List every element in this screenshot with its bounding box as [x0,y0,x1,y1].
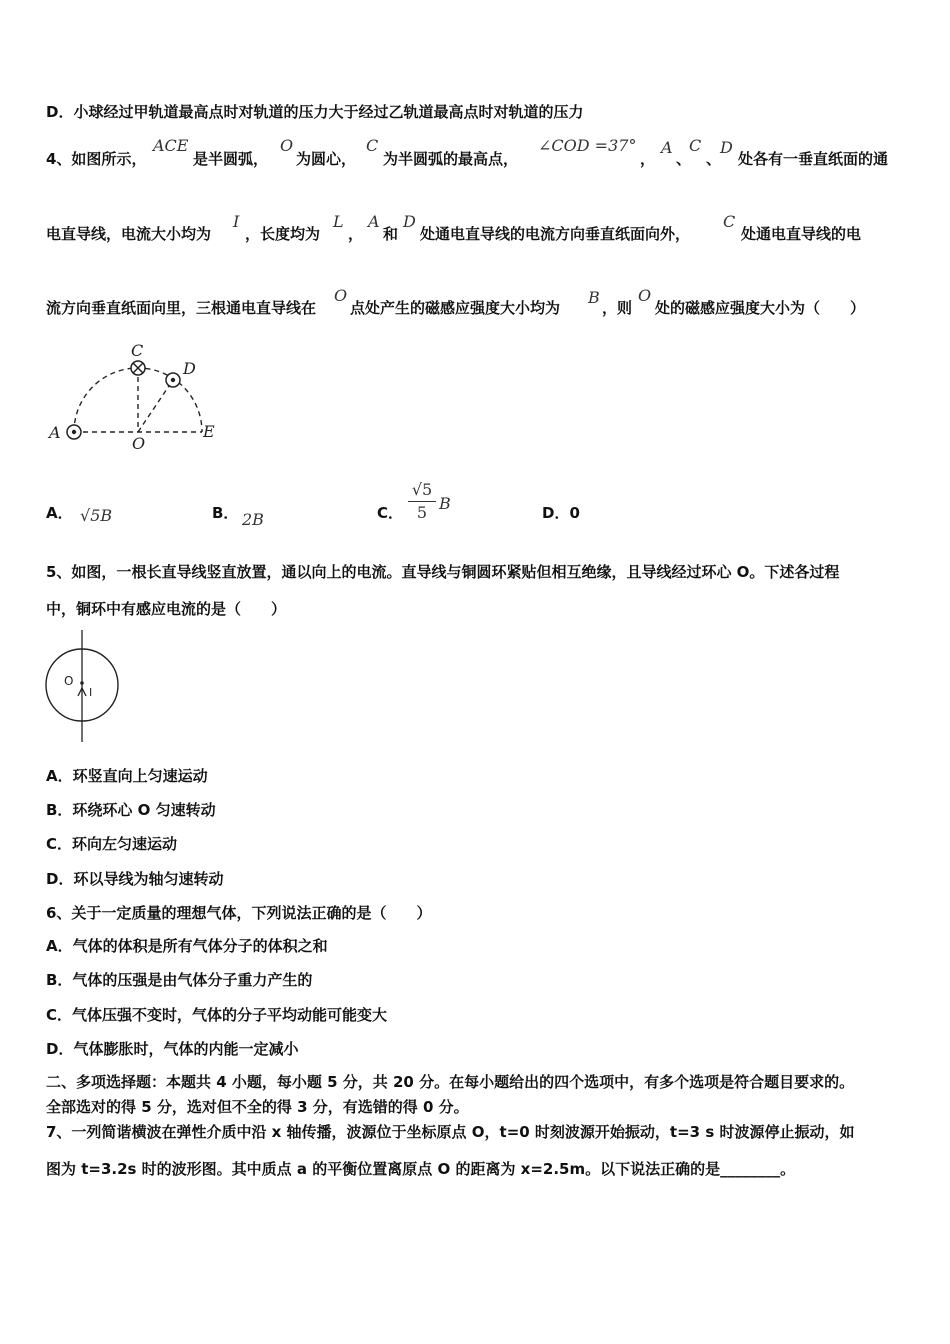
q4-stem-text: 处各有一垂直纸面的通 [738,150,889,168]
q5-stem-line1: 5、如图，一根长直导线竖直放置，通以向上的电流。直导线与铜圆环紧贴但相互绝缘，且导线经过环心 O。下述各过程 [46,563,840,581]
q4-stem-text: 为圆心， [296,150,357,168]
q4-stem-text: 点处产生的磁感应强度大小均为 [350,299,561,317]
q7-stem-line2: 图为 t=3.2s 时的波形图。其中质点 a 的平衡位置离原点 O 的距离为 x=2.5m。以下说法正确的是________。 [46,1160,796,1178]
q6-option-d: D．气体膨胀时，气体的内能一定减小 [46,1040,299,1058]
figure-label-d: D [183,359,196,378]
math-o: O [334,286,348,305]
section2-line2: 全部选对的得 5 分，选对但不全的得 3 分，有选错的得 0 分。 [46,1098,469,1116]
fraction-denominator: 5 [416,503,428,522]
math-o: O [280,136,294,155]
math-i: I [233,212,240,231]
q4-option-d: D．0 [542,504,580,522]
figure-label-a: A [49,423,61,442]
q6-option-b: B．气体的压强是由气体分子重力产生的 [46,971,313,989]
math-d: D [720,138,733,157]
math-l: L [333,212,344,231]
figure-label-o: O [64,674,74,688]
q4-semicircle-figure [40,338,230,456]
q4-stem-text: ， [640,150,656,168]
ring-center-dot [80,681,84,685]
figure-label-e: E [203,422,215,441]
q5-stem-line2: 中，铜环中有感应电流的是（ ） [46,600,287,618]
q4-stem-text: 处的磁感应强度大小为（ ） [655,299,866,317]
math-c: C [366,136,379,155]
q5-option-b: B．环绕环心 O 匀速转动 [46,801,216,819]
wire-out-of-page-icon [166,373,180,387]
section2-line1: 二、多项选择题：本题共 4 小题，每小题 5 分，共 20 分。在每小题给出的四个选项中，有多个选项是符合题目要求的。 [46,1073,855,1091]
figure-label-i: I [89,686,93,699]
fraction-numerator: √5 [411,480,433,499]
math-b: B [588,288,600,307]
q4-option-a-label: A． [46,504,73,522]
figure-label-c: C [131,341,144,360]
q4-stem-text: ，则 [602,299,633,317]
fraction-bar [408,501,436,502]
q6-option-a: A．气体的体积是所有气体分子的体积之和 [46,937,328,955]
figure-label-o: O [132,434,146,453]
q4-stem-text: 、 [676,150,692,168]
radius-od [138,380,173,432]
math-a: A [368,212,380,231]
math-o: O [638,286,652,305]
q5-option-a: A．环竖直向上匀速运动 [46,767,208,785]
q5-ring-wire-figure [42,630,122,744]
q4-option-b-value: 2B [242,510,264,529]
math-angle: ∠COD =37° [538,136,637,155]
q4-stem-text: 、 [706,150,722,168]
q5-option-c: C．环向左匀速运动 [46,835,178,853]
q4-stem-text: 和 [383,225,399,243]
q5-option-d: D．环以导线为轴匀速转动 [46,870,224,888]
wire-into-page-icon [131,361,145,375]
q4-stem-text: 流方向垂直纸面向里，三根通电直导线在 [46,299,317,317]
math-d: D [403,212,416,231]
q6-option-c: C．气体压强不变时，气体的分子平均动能可能变大 [46,1006,388,1024]
q4-option-a-value: √5B [80,506,113,525]
math-ace: ACE [153,136,189,155]
q4-stem-text: 电直导线，电流大小均为 [46,225,212,243]
q4-option-c-label: C． [377,504,404,522]
q3-option-d: D．小球经过甲轨道最高点时对轨道的压力大于经过乙轨道最高点时对轨道的压力 [46,103,584,121]
q4-option-b-label: B． [212,504,239,522]
q4-stem-text: ， [348,225,364,243]
q7-stem-line1: 7、一列简谐横波在弹性介质中沿 x 轴传播，波源位于坐标原点 O，t=0 时刻波源开始振动，t=3 s 时波源停止振动，如 [46,1123,855,1141]
q4-stem-text: 为半圆弧的最高点， [383,150,519,168]
math-c: C [723,212,736,231]
q4-option-c-fraction [408,480,436,523]
q4-stem-text: ，长度均为 [245,225,321,243]
q4-stem-text: 是半圆弧， [193,150,269,168]
q4-stem-text: 4、如图所示， [46,150,147,168]
wire-out-of-page-icon [67,425,81,439]
q4-stem-text: 处通电直导线的电流方向垂直纸面向外， [420,225,691,243]
q6-stem: 6、关于一定质量的理想气体，下列说法正确的是（ ） [46,904,432,922]
math-a: A [661,138,673,157]
math-c: C [689,136,702,155]
q4-option-c-b: B [439,494,451,513]
q4-stem-text: 处通电直导线的电 [741,225,862,243]
